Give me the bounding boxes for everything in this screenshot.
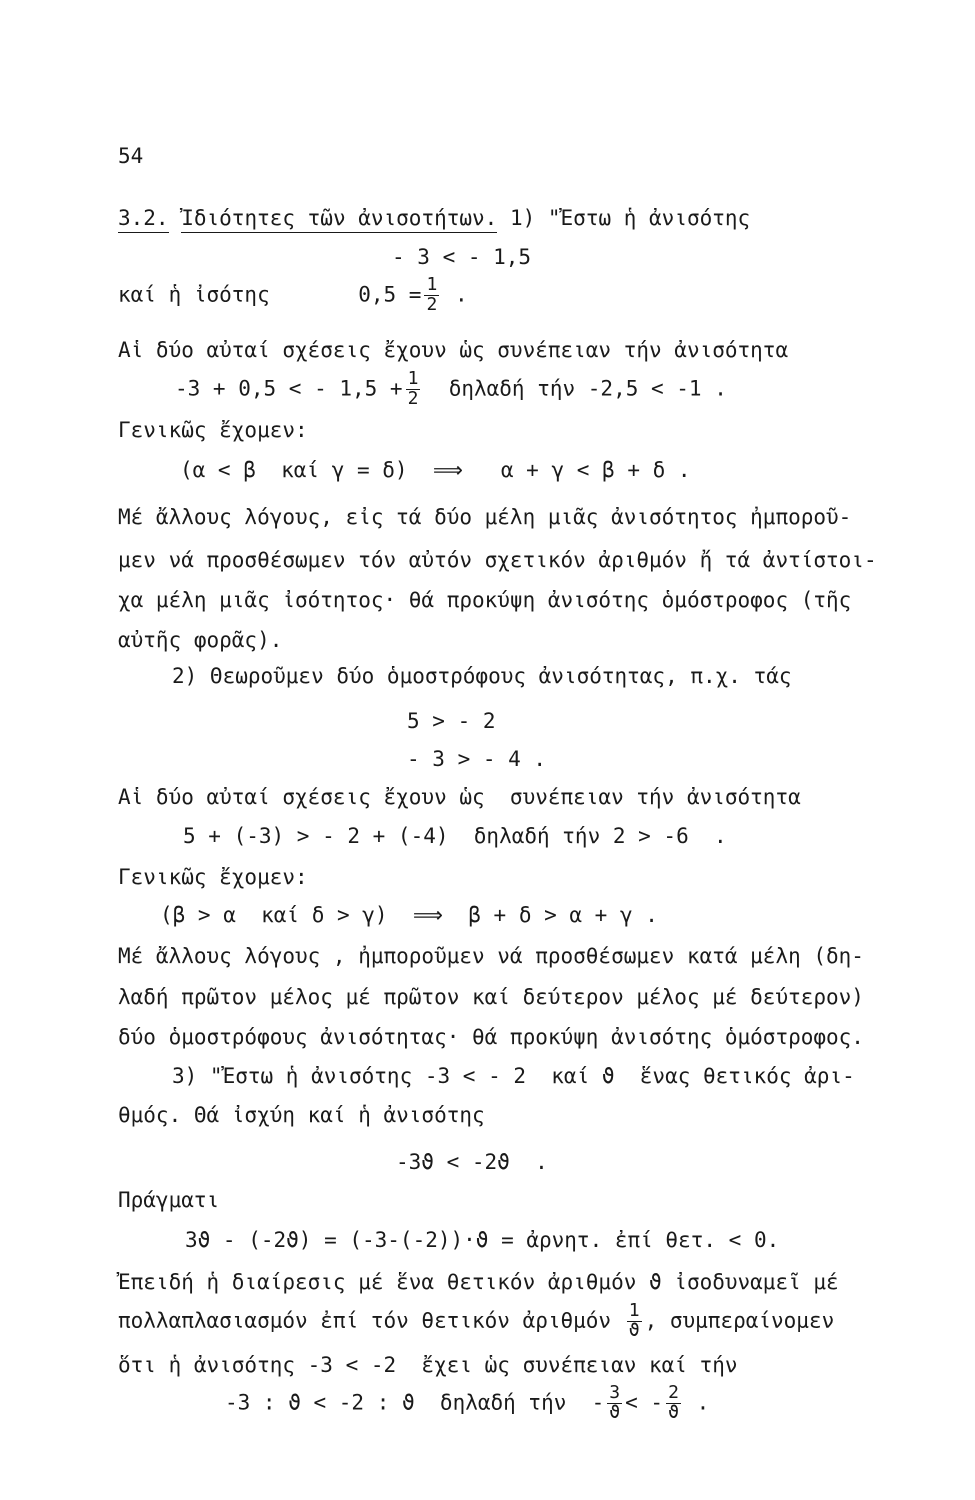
equation-line [175, 370, 727, 409]
section-heading-line [118, 208, 750, 229]
text-line: 3) "Ἐστω ἡ ἀνισότης -3 < - 2 καί ϑ ἕνας θετικός ἀρι- [172, 1064, 855, 1088]
text-line: μεν νά προσθέσωμεν τόν αὐτόν σχετικόν ἀριθμόν ἤ τά ἀντίστοι- [118, 548, 877, 572]
fraction [406, 370, 421, 409]
text-line: Ἐπειδή ἡ διαίρεσις μέ ἕνα θετικόν ἀριθμόν ϑ ἰσοδυναμεῖ μέ [118, 1270, 839, 1294]
fraction [627, 1302, 642, 1341]
text-line [118, 1302, 834, 1341]
equality-line [118, 276, 468, 315]
inequality-line: - 3 < - 1,5 [392, 245, 532, 269]
text-line: Μέ ἄλλους λόγους, εἰς τά δύο μέλη μιᾶς ἀνισότητος ἠμποροῦ- [118, 505, 852, 529]
text-line: θμός. Θά ἰσχύη καί ἡ ἀνισότης [118, 1103, 485, 1127]
text-line: χα μέλη μιᾶς ἰσότητος· θά προκύψη ἀνισότης ὁμόστροφος (τῆς [118, 588, 852, 612]
text-line: δύο ὁμοστρόφους ἀνισότητας· θά προκύψη ἀνισότης ὁμόστροφος. [118, 1025, 864, 1049]
fraction [666, 1384, 681, 1423]
fraction-denominator: 2 [407, 387, 419, 409]
fraction-numerator: 1 [407, 368, 419, 389]
page-number: 54 [118, 144, 144, 168]
fraction-numerator: 1 [628, 1300, 640, 1321]
text-fragment: καί ἡ ἰσότης [118, 282, 270, 307]
inequality-line: -3ϑ < -2ϑ . [396, 1150, 548, 1174]
text-line: 1) "Ἐστω ἡ ἀνισότης [509, 206, 751, 230]
fraction [607, 1384, 622, 1423]
text-fragment: δηλαδή τήν -2,5 < -1 . [448, 376, 727, 401]
text-line: Αἱ δύο αὐταί σχέσεις ἔχουν ὡς συνέπειαν τήν ἀνισότητα [118, 338, 789, 362]
text-line: Γενικῶς ἔχομεν: [118, 418, 308, 442]
text-fragment: πολλαπλασιασμόν ἐπί τόν θετικόν ἀριθμόν [118, 1308, 612, 1333]
section-number: 3.2. [118, 206, 169, 233]
equation-line: 5 + (-3) > - 2 + (-4) δηλαδή τήν 2 > -6 . [183, 824, 727, 848]
section-title: Ἰδιότητες τῶν ἀνισοτήτων. [181, 206, 497, 233]
text-line: Πράγματι [118, 1188, 220, 1212]
implication-line: (β > α καί δ > γ) ⟹ β + δ > α + γ . [160, 903, 658, 927]
punctuation: . [454, 282, 468, 307]
punctuation: . [696, 1390, 710, 1415]
inequality-line: - 3 > - 4 . [407, 747, 547, 771]
inequality-line: 5 > - 2 [407, 709, 496, 733]
equation-fragment: -3 : ϑ < -2 : ϑ δηλαδή τήν - [225, 1390, 605, 1415]
text-line: αὐτῆς φορᾶς). [118, 628, 283, 652]
equation-fragment: < - [625, 1390, 664, 1415]
equation-line [225, 1384, 709, 1423]
fraction-denominator: ϑ [628, 1319, 640, 1341]
equation-line: 3ϑ - (-2ϑ) = (-3-(-2))·ϑ = ἀρνητ. ἐπί θετ. < 0. [185, 1228, 780, 1252]
text-line: Αἱ δύο αὐταί σχέσεις ἔχουν ὡς συνέπειαν τήν ἀνισότητα [118, 785, 801, 809]
text-line: ὅτι ἡ ἀνισότης -3 < -2 ἔχει ὡς συνέπειαν καί τήν [118, 1353, 738, 1377]
fraction-numerator: 3 [609, 1382, 621, 1403]
text-line: λαδή πρῶτον μέλος μέ πρῶτον καί δεύτερον μέλος μέ δεύτερον) [118, 985, 864, 1009]
fraction-numerator: 2 [668, 1382, 679, 1403]
fraction-denominator: ϑ [668, 1401, 679, 1423]
fraction-denominator: ϑ [609, 1401, 621, 1423]
implication-line: (α < β καί γ = δ) ⟹ α + γ < β + δ . [180, 458, 691, 482]
fraction [424, 276, 439, 315]
text-fragment: , συμπεραίνομεν [644, 1308, 835, 1333]
equation-fragment: -3 + 0,5 < - 1,5 + [175, 376, 403, 401]
equation-fragment: 0,5 = [358, 282, 422, 307]
text-line: 2) Θεωροῦμεν δύο ὁμοστρόφους ἀνισότητας, π.χ. τάς [172, 664, 792, 688]
fraction-numerator: 1 [426, 274, 438, 295]
text-line: Μέ ἄλλους λόγους , ἠμποροῦμεν νά προσθέσωμεν κατά μέλη (δη- [118, 944, 864, 968]
fraction-denominator: 2 [426, 293, 438, 315]
text-line: Γενικῶς ἔχομεν: [118, 865, 308, 889]
